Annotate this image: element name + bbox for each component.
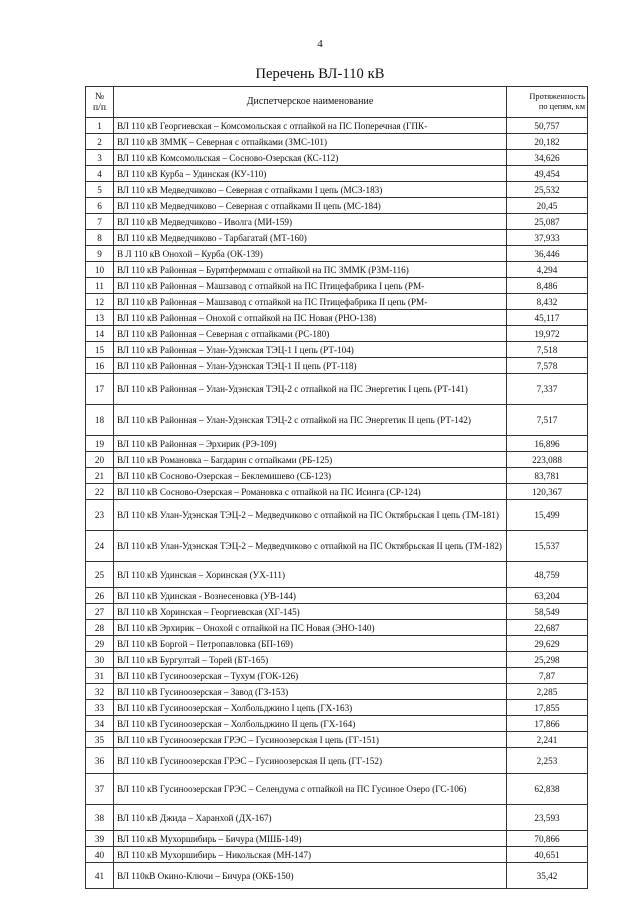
row-number-cell: 38: [86, 805, 114, 831]
line-length-cell: 83,781: [507, 468, 588, 484]
row-number-cell: 3: [86, 150, 114, 166]
row-number-cell: 23: [86, 500, 114, 531]
table-row: [86, 342, 588, 358]
line-length-cell: 22,687: [507, 620, 588, 636]
header-length: Протяженность по цепям, км: [507, 87, 588, 118]
line-length-cell: 25,532: [507, 182, 588, 198]
header-dispatch-name: Диспетчерское наименование: [114, 87, 507, 118]
table-row: [86, 246, 588, 262]
line-length-cell: 2,241: [507, 732, 588, 748]
row-number-cell: 8: [86, 230, 114, 246]
table-row: [86, 716, 588, 732]
line-length-cell: 63,204: [507, 588, 588, 604]
table-row: [86, 310, 588, 326]
table-row: [86, 468, 588, 484]
row-number-cell: 11: [86, 278, 114, 294]
row-number-cell: 24: [86, 531, 114, 562]
row-number-cell: 16: [86, 358, 114, 374]
line-length-cell: 15,499: [507, 500, 588, 531]
line-length-cell: 7,578: [507, 358, 588, 374]
line-length-cell: 37,933: [507, 230, 588, 246]
table-row: [86, 134, 588, 150]
table-row: [86, 847, 588, 863]
line-name-cell: ВЛ 110 кВ Районная – Улан-Удэнская ТЭЦ-1 I цепь (РТ-104): [114, 342, 507, 358]
line-name-cell: ВЛ 110 кВ Комсомольская – Сосново-Озерская (КС-112): [114, 150, 507, 166]
line-name-cell: ВЛ 110 кВ Гусиноозерская ГРЭС – Селендума с отпайкой на ПС Гусиное Озеро (ГС-106): [114, 774, 507, 805]
line-name-cell: ВЛ 110 кВ Медведчиково - Иволга (МИ-159): [114, 214, 507, 230]
line-length-cell: 25,087: [507, 214, 588, 230]
line-name-cell: ВЛ 110кВ Окино-Ключи – Бичура (ОКБ-150): [114, 863, 507, 889]
table-row: [86, 588, 588, 604]
row-number-cell: 10: [86, 262, 114, 278]
line-length-cell: 36,446: [507, 246, 588, 262]
line-length-cell: 120,367: [507, 484, 588, 500]
line-length-cell: 8,432: [507, 294, 588, 310]
row-number-cell: 29: [86, 636, 114, 652]
line-length-cell: 20,45: [507, 198, 588, 214]
row-number-cell: 25: [86, 562, 114, 588]
line-length-cell: 223,088: [507, 452, 588, 468]
line-name-cell: ВЛ 110 кВ Районная – Улан-Удэнская ТЭЦ-2 с отпайкой на ПС Энергетик II цепь (РТ-142): [114, 405, 507, 436]
row-number-cell: 31: [86, 668, 114, 684]
row-number-cell: 6: [86, 198, 114, 214]
line-name-cell: ВЛ 110 кВ Хоринская – Георгиевская (ХГ-145): [114, 604, 507, 620]
line-length-cell: 19,972: [507, 326, 588, 342]
line-name-cell: ВЛ 110 кВ Эрхирик – Онохой с отпайкой на ПС Новая (ЭНО-140): [114, 620, 507, 636]
table-row: [86, 774, 588, 805]
row-number-cell: 5: [86, 182, 114, 198]
line-name-cell: ВЛ 110 кВ Гусиноозерская – Завод (ГЗ-153): [114, 684, 507, 700]
table-row: [86, 863, 588, 889]
line-name-cell: ВЛ 110 кВ Районная – Онохой с отпайкой на ПС Новая (РНО-138): [114, 310, 507, 326]
row-number-cell: 33: [86, 700, 114, 716]
line-length-cell: 15,537: [507, 531, 588, 562]
row-number-cell: 18: [86, 405, 114, 436]
line-length-cell: 49,454: [507, 166, 588, 182]
line-length-cell: 29,629: [507, 636, 588, 652]
table-header-row: [86, 87, 588, 118]
table-row: [86, 374, 588, 405]
table-row: [86, 150, 588, 166]
line-length-cell: 7,517: [507, 405, 588, 436]
table-row: [86, 214, 588, 230]
row-number-cell: 35: [86, 732, 114, 748]
line-name-cell: ВЛ 110 кВ ЗММК – Северная с отпайками (ЗМС-101): [114, 134, 507, 150]
table-row: [86, 652, 588, 668]
line-name-cell: ВЛ 110 кВ Медведчиково - Тарбагатай (МТ-160): [114, 230, 507, 246]
row-number-cell: 30: [86, 652, 114, 668]
line-length-cell: 7,518: [507, 342, 588, 358]
table-row: [86, 405, 588, 436]
line-length-cell: 58,549: [507, 604, 588, 620]
row-number-cell: 19: [86, 436, 114, 452]
table-row: [86, 278, 588, 294]
line-name-cell: ВЛ 110 кВ Медведчиково – Северная с отпайками II цепь (МС-184): [114, 198, 507, 214]
row-number-cell: 40: [86, 847, 114, 863]
line-name-cell: ВЛ 110 кВ Районная – Машзавод с отпайкой на ПС Птицефабрика I цепь (РМ-: [114, 278, 507, 294]
line-name-cell: ВЛ 110 кВ Мухоршибирь – Никольская (МН-147): [114, 847, 507, 863]
table-row: [86, 748, 588, 774]
line-length-cell: 50,757: [507, 118, 588, 134]
row-number-cell: 17: [86, 374, 114, 405]
line-length-cell: 34,626: [507, 150, 588, 166]
table-row: [86, 531, 588, 562]
row-number-cell: 13: [86, 310, 114, 326]
document-title: Перечень ВЛ-110 кВ: [255, 66, 385, 82]
row-number-cell: 2: [86, 134, 114, 150]
line-name-cell: ВЛ 110 кВ Гусиноозерская ГРЭС – Гусиноозерская I цепь (ГГ-151): [114, 732, 507, 748]
line-length-cell: 35,42: [507, 863, 588, 889]
table-row: [86, 436, 588, 452]
row-number-cell: 22: [86, 484, 114, 500]
line-length-cell: 23,593: [507, 805, 588, 831]
row-number-cell: 41: [86, 863, 114, 889]
line-length-cell: 16,896: [507, 436, 588, 452]
line-length-cell: 4,294: [507, 262, 588, 278]
row-number-cell: 7: [86, 214, 114, 230]
row-number-cell: 20: [86, 452, 114, 468]
table-row: [86, 604, 588, 620]
table-row: [86, 452, 588, 468]
row-number-cell: 27: [86, 604, 114, 620]
header-row-number: № п/п: [86, 87, 114, 118]
line-length-cell: 45,117: [507, 310, 588, 326]
line-name-cell: ВЛ 110 кВ Джида – Харанхой (ДХ-167): [114, 805, 507, 831]
line-name-cell: ВЛ 110 кВ Гусиноозерская ГРЭС – Гусиноозерская II цепь (ГГ-152): [114, 748, 507, 774]
table-row: [86, 484, 588, 500]
line-name-cell: В Л 110 кВ Онохой – Курба (ОК-139): [114, 246, 507, 262]
line-length-cell: 40,651: [507, 847, 588, 863]
table-row: [86, 230, 588, 246]
line-name-cell: ВЛ 110 кВ Сосново-Озерская – Беклемишево (СБ-123): [114, 468, 507, 484]
line-length-cell: 48,759: [507, 562, 588, 588]
table-row: [86, 831, 588, 847]
row-number-cell: 34: [86, 716, 114, 732]
line-name-cell: ВЛ 110 кВ Георгиевская – Комсомольская с отпайкой на ПС Поперечная (ГПК-: [114, 118, 507, 134]
table-row: [86, 118, 588, 134]
line-name-cell: ВЛ 110 кВ Боргой – Петропавловка (БП-169): [114, 636, 507, 652]
line-length-cell: 70,866: [507, 831, 588, 847]
line-name-cell: ВЛ 110 кВ Медведчиково – Северная с отпайками I цепь (МСЗ-183): [114, 182, 507, 198]
line-name-cell: ВЛ 110 кВ Улан-Удэнская ТЭЦ-2 – Медведчиково с отпайкой на ПС Октябрьская II цепь (ТМ-182): [114, 531, 507, 562]
row-number-cell: 15: [86, 342, 114, 358]
line-length-cell: 2,285: [507, 684, 588, 700]
table-row: [86, 732, 588, 748]
line-length-cell: 20,182: [507, 134, 588, 150]
table-row: [86, 700, 588, 716]
line-name-cell: ВЛ 110 кВ Улан-Удэнская ТЭЦ-2 – Медведчиково с отпайкой на ПС Октябрьская I цепь (ТМ-181): [114, 500, 507, 531]
row-number-cell: 9: [86, 246, 114, 262]
line-name-cell: ВЛ 110 кВ Курба – Удинская (КУ-110): [114, 166, 507, 182]
row-number-cell: 28: [86, 620, 114, 636]
table-row: [86, 684, 588, 700]
row-number-cell: 32: [86, 684, 114, 700]
table-row: [86, 358, 588, 374]
page-number: 4: [317, 38, 323, 50]
line-name-cell: ВЛ 110 кВ Сосново-Озерская – Романовка с отпайкой на ПС Исинга (СР-124): [114, 484, 507, 500]
line-name-cell: ВЛ 110 кВ Районная – Северная с отпайками (РС-180): [114, 326, 507, 342]
table-row: [86, 166, 588, 182]
table-row: [86, 636, 588, 652]
table-row: [86, 294, 588, 310]
line-name-cell: ВЛ 110 кВ Бургултай – Торей (БТ-165): [114, 652, 507, 668]
line-name-cell: ВЛ 110 кВ Районная – Улан-Удэнская ТЭЦ-2 с отпайкой на ПС Энергетик I цепь (РТ-141): [114, 374, 507, 405]
line-length-cell: 25,298: [507, 652, 588, 668]
row-number-cell: 14: [86, 326, 114, 342]
line-length-cell: 17,866: [507, 716, 588, 732]
line-name-cell: ВЛ 110 кВ Мухоршибирь – Бичура (МШБ-149): [114, 831, 507, 847]
line-length-cell: 7,337: [507, 374, 588, 405]
line-name-cell: ВЛ 110 кВ Романовка – Багдарин с отпайками (РБ-125): [114, 452, 507, 468]
line-name-cell: ВЛ 110 кВ Районная – Эрхирик (РЭ-109): [114, 436, 507, 452]
table-row: [86, 562, 588, 588]
row-number-cell: 12: [86, 294, 114, 310]
line-length-cell: 2,253: [507, 748, 588, 774]
row-number-cell: 4: [86, 166, 114, 182]
line-name-cell: ВЛ 110 кВ Гусиноозерская – Холбольджино II цепь (ГХ-164): [114, 716, 507, 732]
row-number-cell: 37: [86, 774, 114, 805]
table-row: [86, 198, 588, 214]
table-row: [86, 500, 588, 531]
line-name-cell: ВЛ 110 кВ Гусиноозерская – Холбольджино I цепь (ГХ-163): [114, 700, 507, 716]
row-number-cell: 39: [86, 831, 114, 847]
line-name-cell: ВЛ 110 кВ Районная – Улан-Удэнская ТЭЦ-1 II цепь (РТ-118): [114, 358, 507, 374]
line-name-cell: ВЛ 110 кВ Удинская - Вознесеновка (УВ-144): [114, 588, 507, 604]
row-number-cell: 1: [86, 118, 114, 134]
line-length-cell: 17,855: [507, 700, 588, 716]
row-number-cell: 21: [86, 468, 114, 484]
line-name-cell: ВЛ 110 кВ Удинская – Хоринская (УХ-111): [114, 562, 507, 588]
line-name-cell: ВЛ 110 кВ Районная – Машзавод с отпайкой на ПС Птицефабрика II цепь (РМ-: [114, 294, 507, 310]
row-number-cell: 26: [86, 588, 114, 604]
table-row: [86, 668, 588, 684]
table-row: [86, 326, 588, 342]
table-row: [86, 805, 588, 831]
line-length-cell: 62,838: [507, 774, 588, 805]
row-number-cell: 36: [86, 748, 114, 774]
line-length-cell: 7,87: [507, 668, 588, 684]
table-row: [86, 620, 588, 636]
line-name-cell: ВЛ 110 кВ Гусиноозерская – Тухум (ГОК-126): [114, 668, 507, 684]
table-row: [86, 262, 588, 278]
table-row: [86, 182, 588, 198]
power-lines-table: [85, 86, 588, 889]
line-length-cell: 8,486: [507, 278, 588, 294]
line-name-cell: ВЛ 110 кВ Районная – Бурятферммаш с отпайкой на ПС ЗММК (РЗМ-116): [114, 262, 507, 278]
